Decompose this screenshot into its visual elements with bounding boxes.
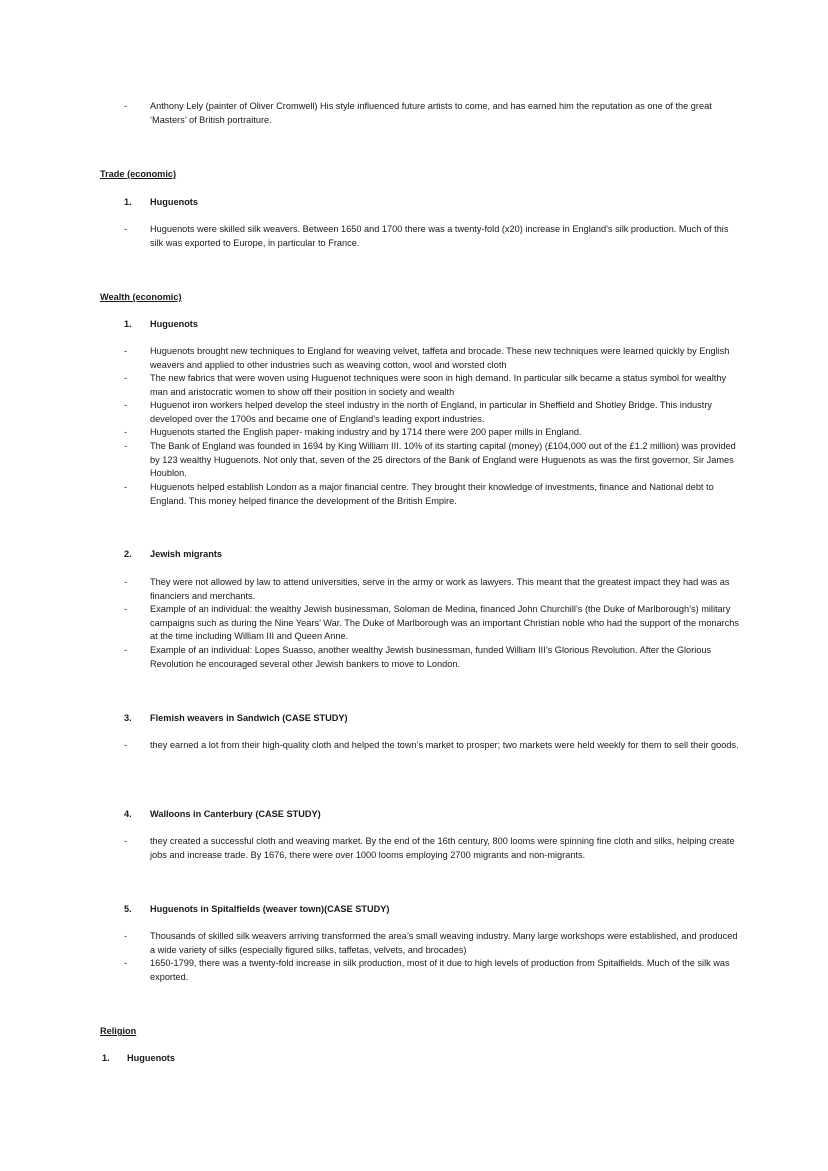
bullet-text: Huguenots were skilled silk weavers. Between 1650 and 1700 there was a twenty-fold (x20) increase in England’s silk production. Much of this silk was exported to Europe, in particular to France. [150,224,729,248]
bullet-text: Huguenots helped establish London as a major financial centre. They brought their knowledge of investments, finance and National debt to England. This money helped finance the development of the British Empire. [150,482,714,506]
heading-title: Flemish weavers in Sandwich (CASE STUDY) [150,713,348,723]
heading-title: Huguenots [150,319,198,329]
bullet-dash: - [124,400,128,410]
numbered-heading [102,1052,175,1066]
bullet-dash: - [124,645,128,655]
heading-title: Jewish migrants [150,549,222,559]
bullet-dash: - [124,740,128,750]
bullet-dash: - [124,346,128,356]
section-heading-wealth: Wealth (economic) [100,292,182,302]
heading-number: 1. [124,197,132,207]
bullet-dash: - [124,958,128,968]
bullet-text: they created a successful cloth and weaving market. By the end of the 16th century, 800 looms were spinning fine cloth and silks, helping create jobs and increase trade. By 1676, there were over 1000 looms employing 2700 migrants and non-migrants. [150,836,735,860]
bullet-text: Anthony Lely (painter of Oliver Cromwell) His style influenced future artists to come, and has earned him the reputation as one of the great ‘Masters’ of British portraiture. [150,101,712,125]
bullet-text: 1650-1799, there was a twenty-fold increase in silk production, most of it due to high levels of production from Spitalfields. Much of the silk was exported. [150,958,730,982]
section-heading-trade: Trade (economic) [100,169,177,179]
bullet-text: Huguenots brought new techniques to England for weaving velvet, taffeta and brocade. These new techniques were learned quickly by English weavers and applied to other industries such as weaving cotton, wool and worsted cloth [150,346,730,370]
heading-number: 2. [124,549,132,559]
bullet-dash: - [124,101,128,111]
bullet-text: They were not allowed by law to attend universities, serve in the army or work as lawyers. This meant that the greatest impact they had was as financiers and merchants. [150,577,730,601]
bullet-dash: - [124,441,128,451]
bullet-text: The Bank of England was founded in 1694 by King William III. 10% of its starting capital (money) (£104,000 out of the £1.2 million) was provided by 123 wealthy Huguenots. Not only that, seven of the 25 directors of the Bank of England were Huguenots as was the first governor, Sir James Houblon. [150,441,736,478]
bullet-text: The new fabrics that were woven using Huguenot techniques were soon in high demand. In particular silk became a status symbol for wealthy man and aristocratic women to show off their position in society and wealth [150,373,727,397]
bullet-text: Huguenot iron workers helped develop the steel industry in the north of England, in particular in Sheffield and Shotley Bridge. This industry developed over the 1700s and became one of England’s leading export industries. [150,400,712,424]
bullet-dash: - [124,427,128,437]
section-heading-religion: Religion [100,1026,137,1036]
bullet-text: they earned a lot from their high-quality cloth and helped the town’s market to prosper; two markets were held weekly for them to sell their goods. [150,740,739,750]
bullet-dash: - [124,373,128,383]
heading-number: 3. [124,713,132,723]
bullet-dash: - [124,931,128,941]
bullet-dash: - [124,577,128,587]
heading-title: Huguenots in Spitalfields (weaver town)(CASE STUDY) [150,904,390,914]
heading-title: Walloons in Canterbury (CASE STUDY) [150,809,321,819]
bullet-text: Thousands of skilled silk weavers arriving transformed the area’s small weaving industry. Many large workshops were established, and produced a wide variety of silks (especially figured silks, taffetas, velvets, and brocades) [150,931,738,955]
heading-number: 4. [124,809,132,819]
bullet-dash: - [124,604,128,614]
bullet-dash: - [124,224,128,234]
bullet-text: Huguenots started the English paper- making industry and by 1714 there were 200 paper mills in England. [150,427,582,437]
heading-title: Huguenots [150,197,198,207]
heading-number: 1. [124,319,132,329]
bullet-dash: - [124,836,128,846]
bullet-text: Example of an individual: Lopes Suasso, another wealthy Jewish businessman, funded William III’s Glorious Revolution. After the Glorious Revolution he encouraged several other Jewish bankers to move to London. [150,645,712,669]
bullet-text: Example of an individual: the wealthy Jewish businessman, Soloman de Medina, financed John Churchill’s (the Duke of Marlborough’s) military campaigns such as during the Nine Years’ War. The Duke of Marlborough was an important Christian noble who had the support of the monarchs at the time including William III and Queen Anne. [150,604,740,641]
heading-number: 5. [124,904,132,914]
heading-title: Huguenots [127,1053,175,1063]
bullet-dash: - [124,482,128,492]
heading-number: 1. [102,1053,110,1063]
